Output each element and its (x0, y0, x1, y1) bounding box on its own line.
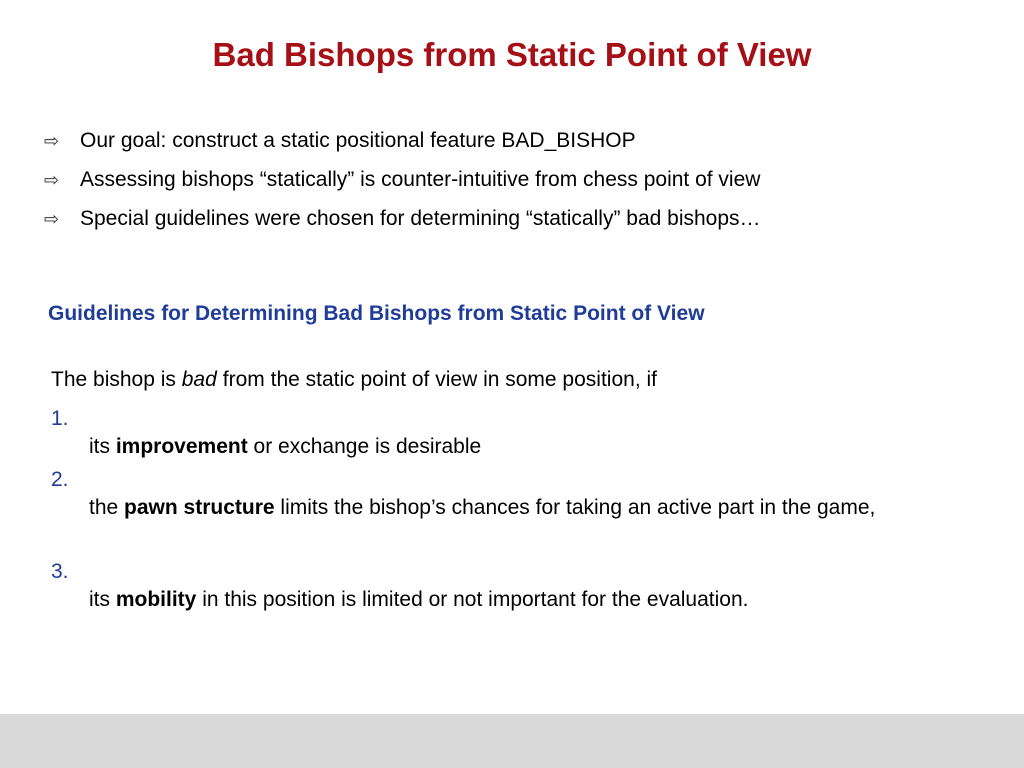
lead-emphasis: bad (181, 368, 217, 391)
guideline-keyword: mobility (115, 588, 197, 611)
bullet-list (44, 128, 1004, 245)
lead-before: The bishop is (51, 368, 182, 391)
guideline-text-after: limits the bishop’s chances for taking an active part in the game, (274, 496, 876, 519)
guideline-number: 3. (51, 560, 69, 583)
bullet-text: Assessing bishops “statically” is counter-intuitive from chess point of view (80, 168, 761, 191)
guideline-text (51, 433, 1001, 461)
hollow-right-arrow-icon: ⇨ (44, 170, 60, 190)
guideline-number: 1. (51, 407, 69, 430)
bullet-text: Our goal: construct a static positional feature BAD_BISHOP (80, 129, 636, 152)
guideline-text-before: its (89, 588, 116, 611)
bullet-item (44, 206, 1004, 245)
lead-sentence (51, 367, 657, 393)
footer-bar (0, 714, 1024, 768)
guideline-number: 2. (51, 468, 69, 491)
guideline-text-before: the (89, 496, 125, 519)
guidelines-heading: Guidelines for Determining Bad Bishops from Static Point of View (48, 302, 705, 325)
guideline-text-after: or exchange is desirable (247, 435, 482, 458)
bullet-text: Special guidelines were chosen for determining “statically” bad bishops… (80, 207, 761, 230)
bullet-item (44, 167, 1004, 206)
guideline-text (51, 586, 1001, 614)
guideline-item-3 (51, 558, 1001, 614)
guideline-keyword: improvement (115, 435, 248, 458)
guideline-keyword: pawn structure (124, 496, 275, 519)
hollow-right-arrow-icon: ⇨ (44, 209, 60, 229)
guideline-item-1 (51, 405, 1001, 461)
slide-title: Bad Bishops from Static Point of View (212, 36, 812, 73)
lead-after: from the static point of view in some position, if (222, 368, 657, 391)
guideline-text (51, 494, 1001, 522)
guideline-text-after: in this position is limited or not important for the evaluation. (196, 588, 749, 611)
hollow-right-arrow-icon: ⇨ (44, 131, 60, 151)
guideline-text-before: its (89, 435, 116, 458)
guideline-item-2 (51, 466, 1001, 522)
bullet-item (44, 128, 1004, 167)
